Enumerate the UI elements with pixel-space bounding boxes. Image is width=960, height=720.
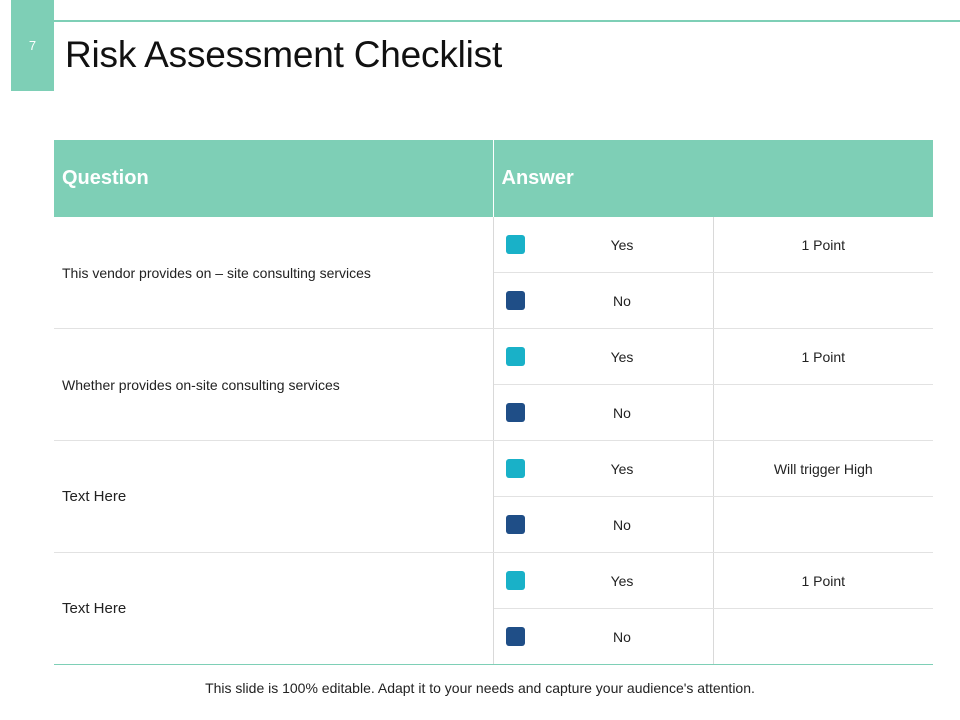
score-cell bbox=[713, 609, 933, 665]
score-cell bbox=[713, 273, 933, 329]
answer-label: No bbox=[613, 404, 631, 421]
answer-yes-cell bbox=[493, 329, 713, 385]
question-cell: Text Here bbox=[54, 553, 493, 665]
no-checkbox[interactable] bbox=[506, 627, 525, 646]
answer-label: No bbox=[613, 292, 631, 309]
page-number: 7 bbox=[28, 38, 37, 53]
answer-no-cell bbox=[493, 497, 713, 553]
yes-checkbox[interactable] bbox=[506, 571, 525, 590]
score-cell: 1 Point bbox=[713, 553, 933, 609]
score-cell: 1 Point bbox=[713, 217, 933, 273]
question-cell: This vendor provides on – site consulting services bbox=[54, 217, 493, 329]
answer-label: No bbox=[613, 628, 631, 645]
header-answer: Answer bbox=[493, 140, 933, 217]
answer-no-cell bbox=[493, 385, 713, 441]
answer-label: Yes bbox=[610, 236, 634, 253]
no-checkbox[interactable] bbox=[506, 403, 525, 422]
footer-note: This slide is 100% editable. Adapt it to your needs and capture your audience's attention. bbox=[205, 680, 755, 696]
risk-checklist-table bbox=[54, 140, 933, 665]
answer-no-cell bbox=[493, 273, 713, 329]
yes-checkbox[interactable] bbox=[506, 347, 525, 366]
answer-label: Yes bbox=[610, 460, 634, 477]
answer-label: Yes bbox=[610, 348, 634, 365]
score-cell bbox=[713, 497, 933, 553]
answer-no-cell bbox=[493, 609, 713, 665]
answer-yes-cell bbox=[493, 217, 713, 273]
page-title: Risk Assessment Checklist bbox=[65, 34, 503, 75]
answer-label: Yes bbox=[610, 572, 634, 589]
table-row bbox=[54, 553, 933, 609]
answer-label: No bbox=[613, 516, 631, 533]
table-row bbox=[54, 217, 933, 273]
table-row bbox=[54, 441, 933, 497]
page-number-tab bbox=[11, 0, 54, 91]
yes-checkbox[interactable] bbox=[506, 235, 525, 254]
answer-yes-cell bbox=[493, 441, 713, 497]
table-header-row bbox=[54, 140, 933, 217]
header-question: Question bbox=[54, 140, 493, 217]
answer-yes-cell bbox=[493, 553, 713, 609]
yes-checkbox[interactable] bbox=[506, 459, 525, 478]
no-checkbox[interactable] bbox=[506, 515, 525, 534]
question-cell: Whether provides on-site consulting services bbox=[54, 329, 493, 441]
header-divider bbox=[54, 20, 960, 22]
score-cell bbox=[713, 385, 933, 441]
question-cell: Text Here bbox=[54, 441, 493, 553]
score-cell: Will trigger High bbox=[713, 441, 933, 497]
score-cell: 1 Point bbox=[713, 329, 933, 385]
table-row bbox=[54, 329, 933, 385]
no-checkbox[interactable] bbox=[506, 291, 525, 310]
